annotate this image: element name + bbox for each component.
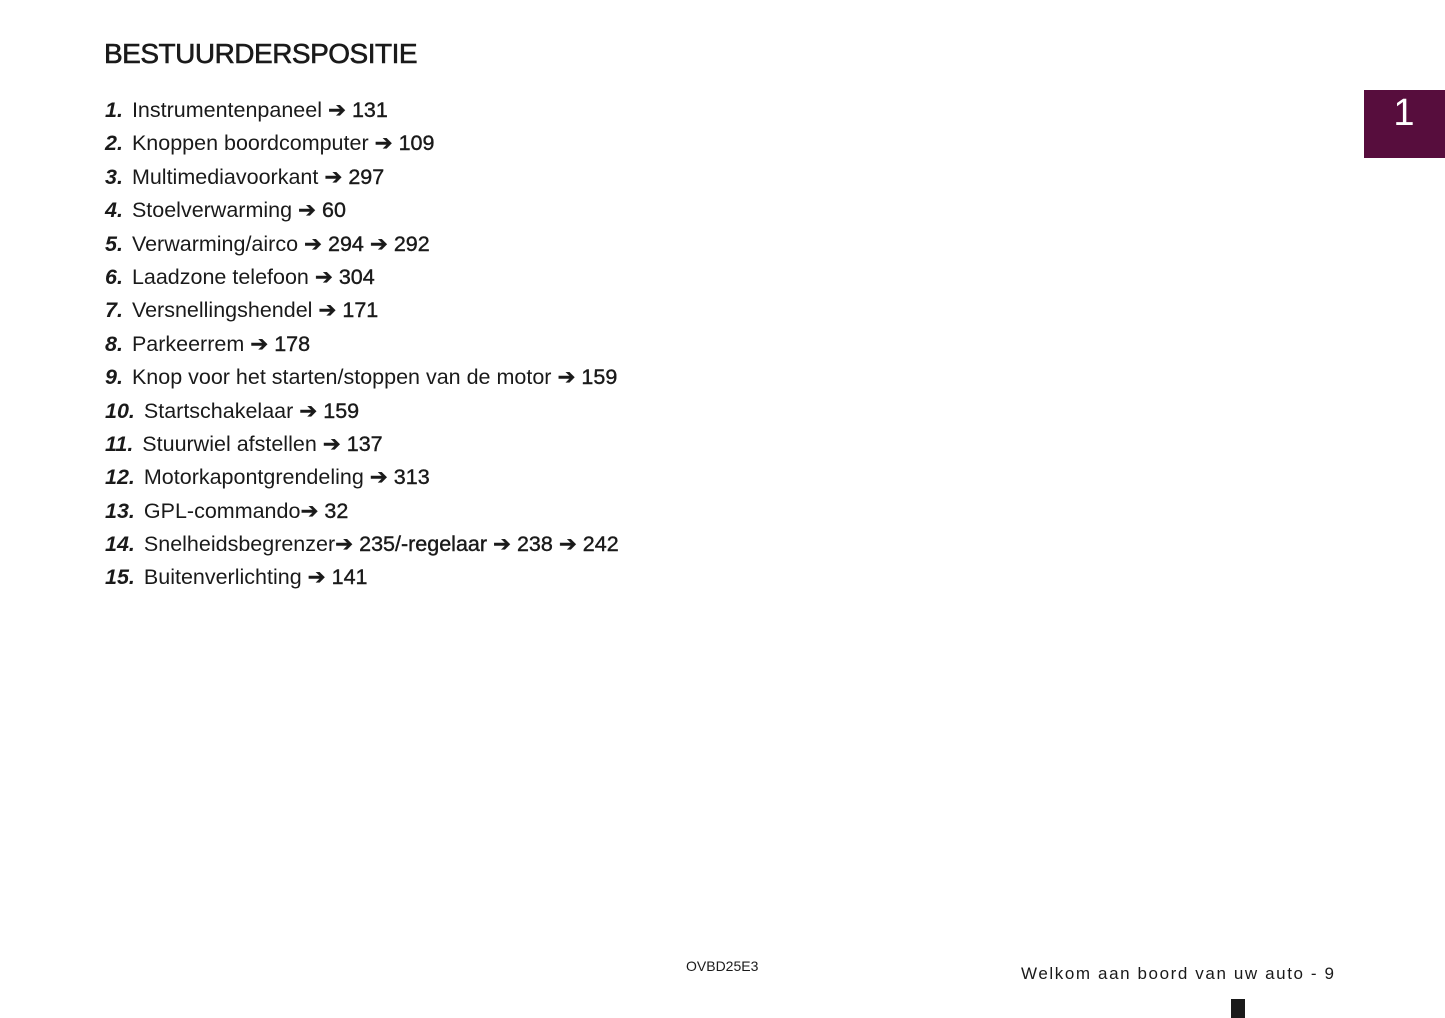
item-label: Multimediavoorkant: [131, 164, 325, 189]
item-label: Stuurwiel afstellen: [142, 431, 323, 456]
item-page-reference[interactable]: ➔ 171: [318, 298, 379, 323]
chapter-tab: [1364, 90, 1445, 158]
list-item: [105, 194, 619, 227]
list-item: [105, 161, 619, 194]
item-number: 8.: [105, 331, 123, 356]
item-label: Versnellingshendel: [131, 298, 319, 323]
list-item: [105, 528, 619, 561]
item-number: 10.: [105, 398, 135, 423]
item-number: 15.: [105, 565, 135, 590]
chapter-number: 1: [1393, 92, 1415, 134]
item-label: Buitenverlichting: [143, 565, 308, 590]
item-page-reference[interactable]: ➔ 159: [557, 365, 618, 390]
item-page-reference[interactable]: ➔ 178: [250, 331, 311, 356]
item-page-reference[interactable]: ➔ 235/-regelaar ➔ 238 ➔ 242: [335, 532, 619, 557]
item-page-reference[interactable]: ➔ 137: [322, 431, 383, 456]
component-list: [105, 94, 619, 595]
item-number: 7.: [105, 298, 123, 323]
item-number: 14.: [105, 532, 135, 557]
list-item: [105, 561, 619, 594]
item-label: Knop voor het starten/stoppen van de motor: [131, 365, 558, 390]
list-item: [105, 294, 619, 327]
item-page-reference[interactable]: ➔ 294 ➔ 292: [304, 231, 430, 256]
item-number: 13.: [105, 498, 135, 523]
list-item: [105, 428, 619, 461]
item-label: Startschakelaar: [143, 398, 300, 423]
item-label: Motorkapontgrendeling: [143, 465, 370, 490]
item-label: Laadzone telefoon: [131, 264, 315, 289]
page-edge-marker: [1231, 999, 1245, 1018]
list-item: [105, 495, 619, 528]
item-page-reference[interactable]: ➔ 313: [369, 465, 430, 490]
list-item: [105, 328, 619, 361]
item-label: Verwarming/airco: [131, 231, 305, 256]
list-item: [105, 228, 619, 261]
item-label: Stoelverwarming: [131, 198, 299, 223]
item-number: 11.: [105, 431, 134, 456]
item-page-reference[interactable]: ➔ 32: [300, 498, 349, 523]
item-page-reference[interactable]: ➔ 297: [324, 164, 385, 189]
item-number: 3.: [105, 164, 123, 189]
list-item: [105, 261, 619, 294]
list-item: [105, 94, 619, 127]
item-page-reference[interactable]: ➔ 141: [307, 565, 368, 590]
item-number: 2.: [105, 131, 123, 156]
list-item: [105, 461, 619, 494]
item-number: 4.: [105, 198, 123, 223]
page-footer: Welkom aan boord van uw auto - 9: [1021, 964, 1336, 983]
item-label: Snelheidsbegrenzer: [143, 532, 336, 557]
item-label: Knoppen boordcomputer: [131, 131, 375, 156]
item-page-reference[interactable]: ➔ 159: [299, 398, 360, 423]
page-title: BESTUURDERSPOSITIE: [104, 38, 418, 69]
item-page-reference[interactable]: ➔ 109: [374, 131, 435, 156]
image-code: OVBD25E3: [686, 958, 759, 974]
item-page-reference[interactable]: ➔ 60: [298, 198, 346, 223]
item-number: 12.: [105, 465, 135, 490]
list-item: [105, 127, 619, 160]
item-label: Parkeerrem: [131, 331, 251, 356]
list-item: [105, 395, 619, 428]
item-page-reference[interactable]: ➔ 131: [327, 98, 388, 122]
item-number: 9.: [105, 365, 123, 390]
item-number: 1.: [105, 98, 123, 122]
item-label: GPL-commando: [143, 498, 301, 523]
item-number: 6.: [105, 264, 123, 289]
list-item: [105, 361, 619, 394]
item-page-reference[interactable]: ➔ 304: [314, 264, 375, 289]
item-number: 5.: [105, 231, 123, 256]
item-label: Instrumentenpaneel: [131, 98, 328, 122]
